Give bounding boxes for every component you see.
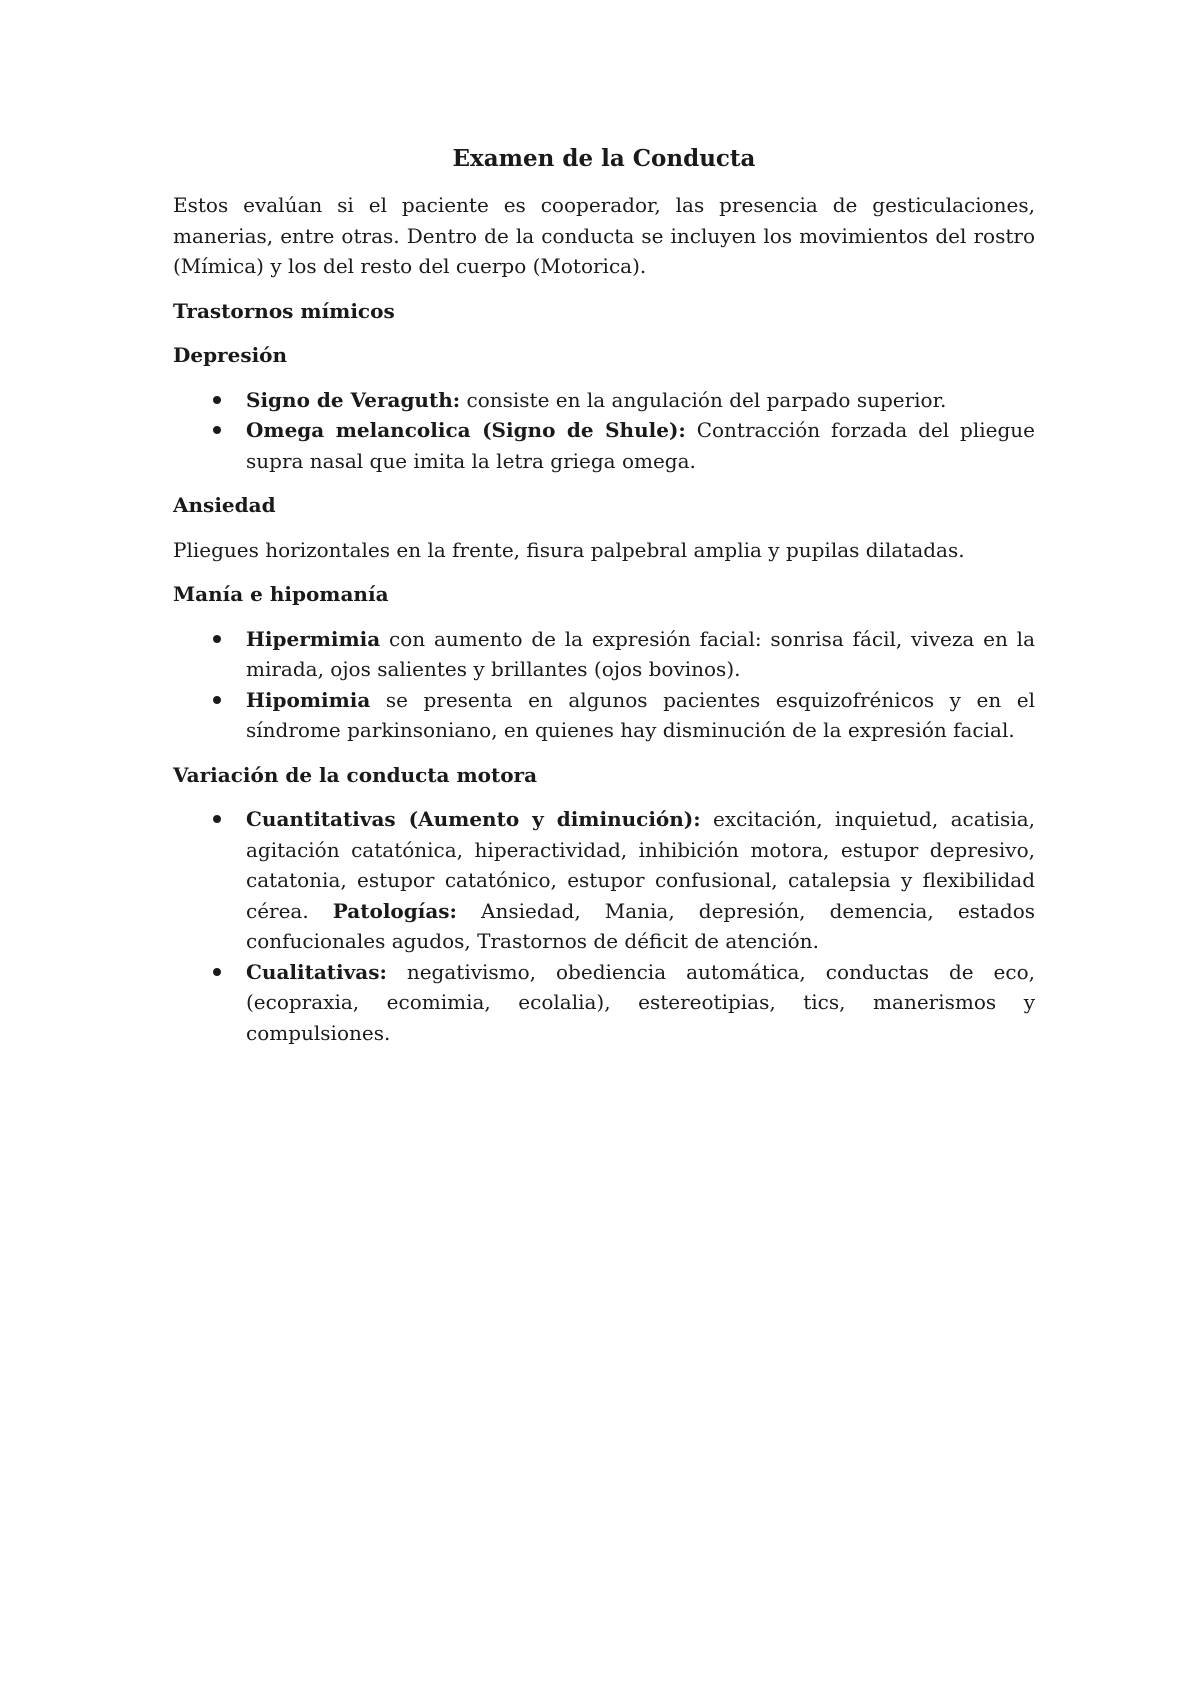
heading-ansiedad: Ansiedad xyxy=(173,493,276,517)
bullet-icon xyxy=(213,815,221,823)
item-subtext: Ansiedad, Mania, depresión, demencia, estados confucionales agudos, Trastornos de déficit de atención. xyxy=(246,898,1036,953)
bullet-icon xyxy=(213,396,221,404)
item-text: Contracción forzada del pliegue supra nasal que imita la letra griega omega. xyxy=(246,418,1035,473)
item-label: Cualitativas: xyxy=(246,959,387,984)
list-item xyxy=(173,385,1035,416)
item-sublabel: Patologías: xyxy=(332,898,457,923)
item-label: Hipomimia xyxy=(246,687,371,712)
item-label: Signo de Veraguth: xyxy=(246,387,461,412)
item-text: consiste en la angulación del parpado superior. xyxy=(460,387,947,412)
item-text: negativismo, obediencia automática, conductas de eco, (ecopraxia, ecomimia, ecolalia), estereotipias, tics, manerismos y compulsiones. xyxy=(246,959,1035,1045)
item-label: Hipermimia xyxy=(246,626,381,651)
item-text: se presenta en algunos pacientes esquizofrénicos y en el síndrome parkinsoniano, en quienes hay disminución de la expresión facial. xyxy=(246,687,1035,742)
ansiedad-paragraph: Pliegues horizontales en la frente, fisura palpebral amplia y pupilas dilatadas. xyxy=(173,537,965,562)
variacion-list xyxy=(173,804,1035,1048)
mania-list xyxy=(173,624,1035,746)
heading-variacion: Variación de la conducta motora xyxy=(173,762,538,787)
document-title: Examen de la Conducta xyxy=(452,145,756,172)
depresion-list xyxy=(173,385,1035,477)
bullet-icon xyxy=(213,635,221,643)
bullet-icon xyxy=(213,696,221,704)
list-item xyxy=(173,804,1035,957)
heading-depresion: Depresión xyxy=(173,343,288,367)
heading-trastornos-mimicos: Trastornos mímicos xyxy=(173,298,395,323)
item-label: Omega melancolica (Signo de Shule): xyxy=(246,418,686,442)
item-text: excitación, inquietud, acatisia, agitación catatónica, hiperactividad, inhibición motora, estupor depresivo, catatonia, estupor catatónico, estupor confusional, catalepsia y flexibilidad cérea. xyxy=(246,807,1035,923)
bullet-icon xyxy=(213,426,221,434)
list-item xyxy=(173,957,1035,1049)
item-label: Cuantitativas (Aumento y diminución): xyxy=(246,807,701,831)
list-item xyxy=(173,624,1035,685)
list-item xyxy=(173,685,1035,746)
intro-paragraph: Estos evalúan si el paciente es cooperador, las presencia de gesticulaciones, manerias, entre otras. Dentro de la conducta se incluyen los movimientos del rostro (Mímica) y los del resto del cuerpo (Motorica). xyxy=(173,193,1035,278)
heading-mania: Manía e hipomanía xyxy=(173,582,389,606)
bullet-icon xyxy=(213,968,221,976)
item-text: con aumento de la expresión facial: sonrisa fácil, viveza en la mirada, ojos salientes y brillantes (ojos bovinos). xyxy=(246,626,1035,681)
document-page xyxy=(173,142,1035,1062)
list-item xyxy=(173,415,1035,476)
